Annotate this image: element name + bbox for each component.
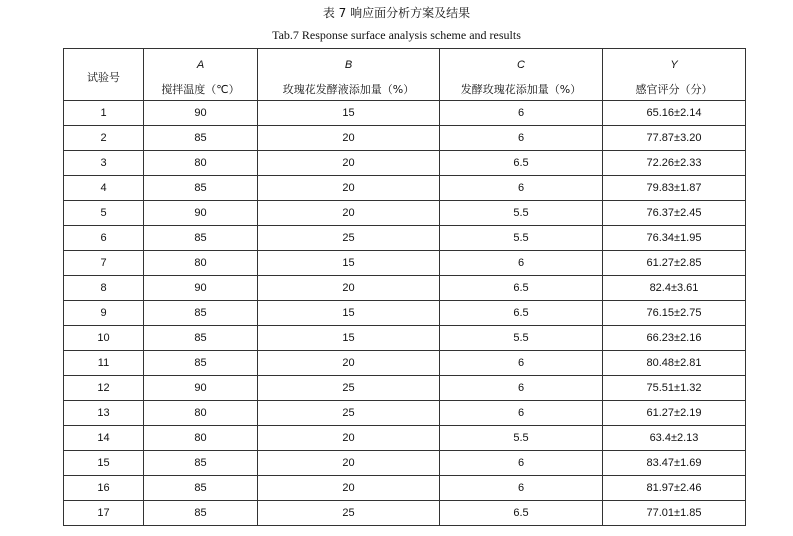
cell-factor-a: 85 <box>144 176 258 201</box>
cell-factor-c: 6 <box>440 101 603 126</box>
cell-trial-number: 11 <box>64 351 144 376</box>
table-caption-english: Tab.7 Response surface analysis scheme and results <box>272 28 521 42</box>
cell-factor-a: 80 <box>144 401 258 426</box>
cell-factor-b: 20 <box>258 201 440 226</box>
cell-trial-number: 5 <box>64 201 144 226</box>
table-row <box>64 351 746 376</box>
table-row <box>64 251 746 276</box>
header-trial-number <box>64 49 144 101</box>
cell-factor-a: 90 <box>144 201 258 226</box>
header-factor-c-label: 发酵玫瑰花添加量（%） <box>460 83 582 96</box>
header-factor-b <box>258 49 440 101</box>
header-trial-number-label: 试验号 <box>87 70 120 84</box>
cell-factor-a: 85 <box>144 501 258 526</box>
cell-response-y: 80.48±2.81 <box>603 351 746 376</box>
cell-factor-a: 85 <box>144 301 258 326</box>
cell-response-y: 63.4±2.13 <box>603 426 746 451</box>
table-row <box>64 326 746 351</box>
table-row <box>64 176 746 201</box>
table-row <box>64 376 746 401</box>
cell-trial-number: 14 <box>64 426 144 451</box>
cell-factor-c: 6 <box>440 176 603 201</box>
cell-factor-a: 90 <box>144 376 258 401</box>
cell-trial-number: 2 <box>64 126 144 151</box>
header-response-y-label: 感官评分（分） <box>635 83 713 96</box>
header-response-y <box>603 49 746 101</box>
cell-factor-c: 6.5 <box>440 276 603 301</box>
header-factor-a-label: 搅拌温度（℃） <box>161 83 240 96</box>
cell-response-y: 65.16±2.14 <box>603 101 746 126</box>
header-factor-c-symbol: C <box>517 59 525 71</box>
table-row <box>64 426 746 451</box>
cell-factor-c: 5.5 <box>440 226 603 251</box>
cell-factor-b: 20 <box>258 176 440 201</box>
cell-response-y: 72.26±2.33 <box>603 151 746 176</box>
cell-response-y: 76.34±1.95 <box>603 226 746 251</box>
cell-response-y: 81.97±2.46 <box>603 476 746 501</box>
cell-factor-c: 5.5 <box>440 426 603 451</box>
table-row <box>64 201 746 226</box>
cell-factor-a: 85 <box>144 226 258 251</box>
cell-factor-a: 90 <box>144 276 258 301</box>
cell-factor-b: 25 <box>258 501 440 526</box>
cell-factor-b: 25 <box>258 401 440 426</box>
cell-factor-b: 15 <box>258 101 440 126</box>
cell-factor-a: 85 <box>144 326 258 351</box>
cell-response-y: 76.15±2.75 <box>603 301 746 326</box>
cell-factor-a: 80 <box>144 151 258 176</box>
header-factor-b-label: 玫瑰花发酵液添加量（%） <box>282 83 415 96</box>
cell-factor-a: 85 <box>144 476 258 501</box>
cell-factor-a: 90 <box>144 101 258 126</box>
cell-trial-number: 15 <box>64 451 144 476</box>
cell-factor-b: 20 <box>258 426 440 451</box>
table-body <box>64 101 746 526</box>
cell-factor-c: 6 <box>440 451 603 476</box>
cell-factor-c: 6 <box>440 476 603 501</box>
cell-trial-number: 16 <box>64 476 144 501</box>
cell-trial-number: 3 <box>64 151 144 176</box>
cell-response-y: 61.27±2.19 <box>603 401 746 426</box>
cell-response-y: 77.01±1.85 <box>603 501 746 526</box>
cell-response-y: 82.4±3.61 <box>603 276 746 301</box>
cell-factor-b: 20 <box>258 151 440 176</box>
header-factor-b-symbol: B <box>344 59 353 71</box>
table-row <box>64 401 746 426</box>
results-table <box>63 48 746 526</box>
cell-factor-b: 15 <box>258 251 440 276</box>
cell-response-y: 77.87±3.20 <box>603 126 746 151</box>
cell-factor-c: 5.5 <box>440 326 603 351</box>
cell-factor-b: 20 <box>258 451 440 476</box>
cell-factor-c: 6 <box>440 376 603 401</box>
cell-factor-b: 25 <box>258 376 440 401</box>
cell-factor-b: 20 <box>258 351 440 376</box>
cell-response-y: 83.47±1.69 <box>603 451 746 476</box>
cell-response-y: 79.83±1.87 <box>603 176 746 201</box>
cell-factor-c: 6.5 <box>440 301 603 326</box>
cell-factor-a: 85 <box>144 351 258 376</box>
cell-trial-number: 10 <box>64 326 144 351</box>
cell-factor-c: 6 <box>440 126 603 151</box>
table-header-row <box>64 49 746 101</box>
cell-factor-c: 6 <box>440 351 603 376</box>
cell-response-y: 61.27±2.85 <box>603 251 746 276</box>
cell-response-y: 76.37±2.45 <box>603 201 746 226</box>
cell-factor-a: 80 <box>144 426 258 451</box>
cell-trial-number: 12 <box>64 376 144 401</box>
cell-trial-number: 8 <box>64 276 144 301</box>
cell-factor-b: 20 <box>258 276 440 301</box>
table-row <box>64 151 746 176</box>
cell-factor-a: 80 <box>144 251 258 276</box>
cell-factor-a: 85 <box>144 126 258 151</box>
header-response-y-symbol: Y <box>670 59 678 71</box>
cell-trial-number: 13 <box>64 401 144 426</box>
cell-factor-b: 20 <box>258 126 440 151</box>
table-row <box>64 101 746 126</box>
table-row <box>64 501 746 526</box>
cell-factor-c: 6 <box>440 401 603 426</box>
cell-factor-b: 15 <box>258 301 440 326</box>
cell-factor-b: 25 <box>258 226 440 251</box>
table-row <box>64 301 746 326</box>
table-row <box>64 126 746 151</box>
cell-factor-b: 15 <box>258 326 440 351</box>
cell-factor-c: 6 <box>440 251 603 276</box>
cell-trial-number: 4 <box>64 176 144 201</box>
cell-trial-number: 17 <box>64 501 144 526</box>
cell-factor-b: 20 <box>258 476 440 501</box>
table-caption-chinese: 表 7 响应面分析方案及结果 <box>322 6 471 20</box>
table-row <box>64 276 746 301</box>
table-row <box>64 476 746 501</box>
cell-trial-number: 1 <box>64 101 144 126</box>
cell-trial-number: 6 <box>64 226 144 251</box>
header-factor-a-symbol: A <box>196 59 205 71</box>
cell-factor-c: 6.5 <box>440 501 603 526</box>
cell-trial-number: 9 <box>64 301 144 326</box>
table-row <box>64 451 746 476</box>
cell-factor-a: 85 <box>144 451 258 476</box>
header-factor-a <box>144 49 258 101</box>
cell-response-y: 66.23±2.16 <box>603 326 746 351</box>
table-row <box>64 226 746 251</box>
cell-response-y: 75.51±1.32 <box>603 376 746 401</box>
cell-factor-c: 5.5 <box>440 201 603 226</box>
header-factor-c <box>440 49 603 101</box>
cell-trial-number: 7 <box>64 251 144 276</box>
cell-factor-c: 6.5 <box>440 151 603 176</box>
